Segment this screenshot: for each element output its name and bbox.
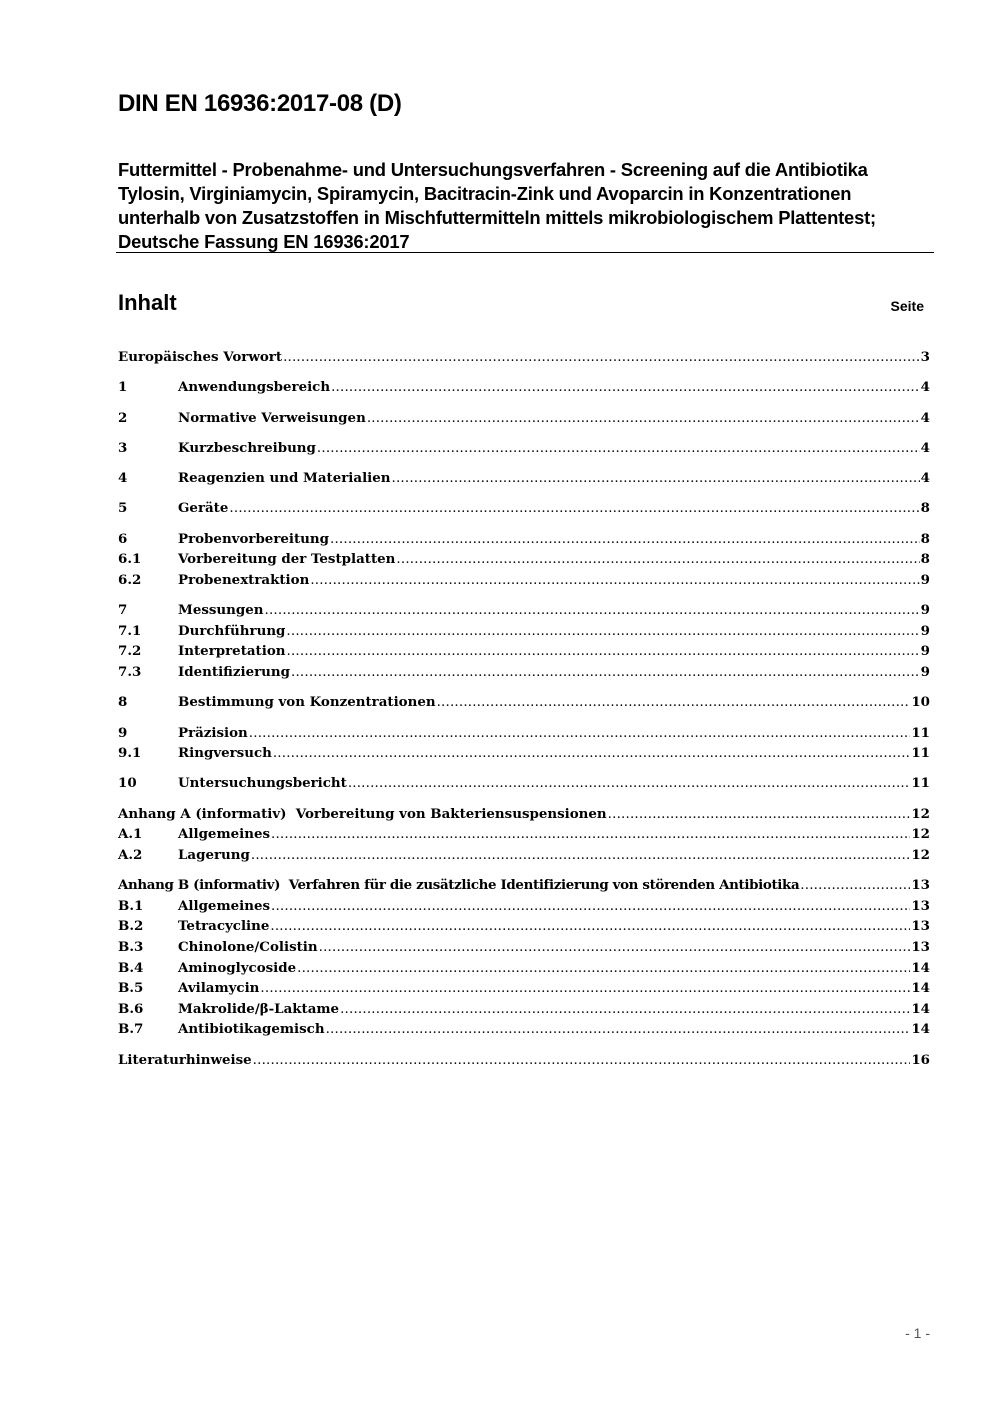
toc-entry-label: Kurzbeschreibung [178,439,316,456]
toc-leader-dots [229,500,919,516]
toc-entry-label: Allgemeines [178,897,271,914]
toc-leader-dots [310,572,919,588]
toc-entry[interactable] [118,918,930,939]
toc-entry[interactable] [118,745,930,766]
toc-entry-number: 7.2 [118,643,142,660]
toc-entry[interactable] [118,643,930,664]
toc-entry-page: 10 [911,694,930,711]
toc-entry-page: 13 [911,877,930,894]
toc-entry-label: Bestimmung von Konzentrationen [178,694,436,711]
toc-leader-dots [297,960,910,976]
toc-entry-label: Untersuchungsbericht [178,775,347,792]
toc-leader-dots [348,775,911,791]
document-title: DIN EN 16936:2017-08 (D) [118,90,402,117]
toc-entry-page: 3 [920,349,930,365]
toc-entry-number: 9 [118,724,128,741]
toc-entry[interactable] [118,826,930,847]
toc-entry-page: 8 [920,551,930,568]
toc-leader-dots [270,918,910,934]
toc-leader-dots [251,847,910,863]
toc-entry-number: 3 [118,439,128,456]
toc-entry-label: Messungen [178,602,264,619]
toc-entry[interactable] [118,725,930,746]
toc-leader-dots [340,1001,910,1017]
toc-leader-dots [271,898,910,914]
toc-entry-number: 9.1 [118,745,142,762]
toc-leader-dots [287,643,920,659]
toc-entry-label: Aminoglycoside [178,959,297,976]
toc-leader-dots [367,410,920,426]
toc-entry-number: 2 [118,409,128,426]
title-divider [116,252,934,253]
toc-entry-number: 6.2 [118,571,142,588]
toc-entry-label: Avilamycin [178,980,260,997]
toc-entry-number: 8 [118,694,128,711]
toc-entry-number: B.6 [118,1000,144,1017]
toc-entry-page: 12 [911,826,930,843]
toc-entry-page: 9 [920,622,930,639]
toc-entry[interactable] [118,960,930,981]
toc-entry-label: Antibiotikagemisch [178,1021,325,1038]
toc-leader-dots [271,826,910,842]
toc-leader-dots [800,877,910,893]
toc-entry[interactable] [118,694,930,715]
toc-entry-page: 14 [911,980,930,997]
document-subtitle: Futtermittel - Probenahme- und Untersuchungsverfahren - Screening auf die Antibiotika Tylosin, Virginiamycin, Spiramycin, Bacitracin-Zink und Avoparcin in Konzentrationen unterhalb von Zusatzstoffen in Mischfuttermitteln mittels mikrobiologischem Plattentest; Deutsche Fassung EN 16936:2017 [118,159,876,252]
toc-leader-dots [291,664,920,680]
toc-entry[interactable] [118,664,930,685]
toc-entry-label: Präzision [178,724,248,741]
toc-entry-label: Tetracycline [178,918,270,935]
toc-leader-dots [273,745,911,761]
toc-entry[interactable] [118,379,930,400]
toc-entry[interactable] [118,410,930,431]
toc-entry-page: 8 [920,530,930,547]
page-number: - 1 - [905,1325,930,1341]
toc-leader-dots [286,623,919,639]
toc-entry-page: 11 [911,724,930,741]
toc-entry[interactable] [118,440,930,461]
toc-entry[interactable] [118,623,930,644]
toc-entry[interactable] [118,1052,930,1073]
toc-entry-label: Allgemeines [178,826,271,843]
toc-entry-page: 4 [920,439,930,456]
toc-leader-dots [253,1052,911,1068]
toc-entry[interactable] [118,531,930,552]
toc-entry[interactable] [118,602,930,623]
toc-leader-dots [437,694,911,710]
toc-entry[interactable] [118,775,930,796]
toc-entry-page: 12 [911,846,930,863]
toc-entry-label: Chinolone/Colistin [178,938,318,955]
toc-entry[interactable] [118,980,930,1001]
toc-leader-dots [317,440,920,456]
toc-leader-dots [260,980,910,996]
toc-entry-page: 13 [911,938,930,955]
toc-entry-number: 6.1 [118,551,142,568]
toc-entry[interactable] [118,847,930,868]
toc-entry-label: Makrolide/β-Laktame [178,1000,340,1017]
toc-entry-page: 11 [911,745,930,762]
toc-entry[interactable] [118,939,930,960]
toc-entry-page: 4 [920,470,930,487]
toc-leader-dots [249,725,911,741]
toc-entry-page: 14 [911,959,930,976]
toc-leader-dots [608,806,911,822]
toc-entry-label: Anhang B (informativ) Verfahren für die zusätzliche Identifizierung von störenden Antibiotika [118,877,800,894]
toc-entry-page: 14 [911,1000,930,1017]
toc-heading: Inhalt [118,290,177,315]
toc-entry-number: B.5 [118,980,144,997]
toc-entry-label: Durchführung [178,622,286,639]
toc-entry[interactable] [118,898,930,919]
toc-leader-dots [283,349,920,365]
toc-entry-label: Literaturhinweise [118,1051,252,1068]
toc-entry-number: 7.1 [118,622,142,639]
toc-entry-label: Vorbereitung der Testplatten [178,551,396,568]
toc-entry-page: 4 [920,379,930,396]
toc-entry[interactable] [118,551,930,572]
toc-entry-number: B.2 [118,918,144,935]
toc-entry-page: 8 [920,500,930,517]
toc-entry-number: 10 [118,775,137,792]
toc-entry-page: 9 [920,571,930,588]
toc-entry-page: 9 [920,663,930,680]
toc-entry-page: 13 [911,897,930,914]
toc-entry-number: 5 [118,500,128,517]
toc-page-column-heading: Seite [890,298,924,314]
toc-entry-number: B.4 [118,959,144,976]
toc-leader-dots [330,531,920,547]
toc-leader-dots [392,470,920,486]
toc-entry-page: 14 [911,1021,930,1038]
toc-entry-number: 7.3 [118,663,142,680]
toc-entry[interactable] [118,572,930,593]
toc-entry-number: B.1 [118,897,144,914]
toc-entry-label: Geräte [178,500,229,517]
toc-entry-page: 12 [911,805,930,822]
toc-entry-number: B.3 [118,938,144,955]
toc-entry-page: 11 [911,775,930,792]
toc-entry[interactable] [118,1001,930,1022]
toc-entry[interactable] [118,877,930,898]
toc-entry-label: Identifizierung [178,663,290,680]
toc-entry-number: 7 [118,602,128,619]
toc-entry-label: Europäisches Vorwort [118,349,283,365]
toc-entry-label: Interpretation [178,643,286,660]
toc-entry-label: Anhang A (informativ) Vorbereitung von Bakteriensuspensionen [118,805,607,822]
toc-entry[interactable] [118,806,930,827]
table-of-contents [118,349,930,1072]
toc-leader-dots [319,939,911,955]
toc-entry-label: Probenvorbereitung [178,530,330,547]
toc-leader-dots [331,379,920,395]
toc-entry-label: Anwendungsbereich [178,379,331,396]
toc-entry-label: Ringversuch [178,745,272,762]
toc-entry-number: B.7 [118,1021,144,1038]
toc-leader-dots [326,1021,911,1037]
toc-entry-number: 4 [118,470,128,487]
toc-entry-page: 13 [911,918,930,935]
toc-entry-number: A.1 [118,826,143,843]
toc-entry-page: 16 [911,1051,930,1068]
toc-entry-page: 4 [920,409,930,426]
toc-entry-number: 1 [118,379,128,396]
toc-entry-label: Reagenzien und Materialien [178,470,391,487]
toc-entry-number: A.2 [118,846,143,863]
toc-entry[interactable] [118,349,930,370]
toc-entry-label: Lagerung [178,846,250,863]
toc-entry-page: 9 [920,643,930,660]
toc-leader-dots [265,602,920,618]
toc-entry[interactable] [118,470,930,491]
toc-entry-number: 6 [118,530,128,547]
toc-leader-dots [396,551,919,567]
toc-entry-label: Probenextraktion [178,571,310,588]
toc-entry[interactable] [118,500,930,521]
toc-entry-label: Normative Verweisungen [178,409,366,426]
toc-entry[interactable] [118,1021,930,1042]
toc-entry-page: 9 [920,602,930,619]
